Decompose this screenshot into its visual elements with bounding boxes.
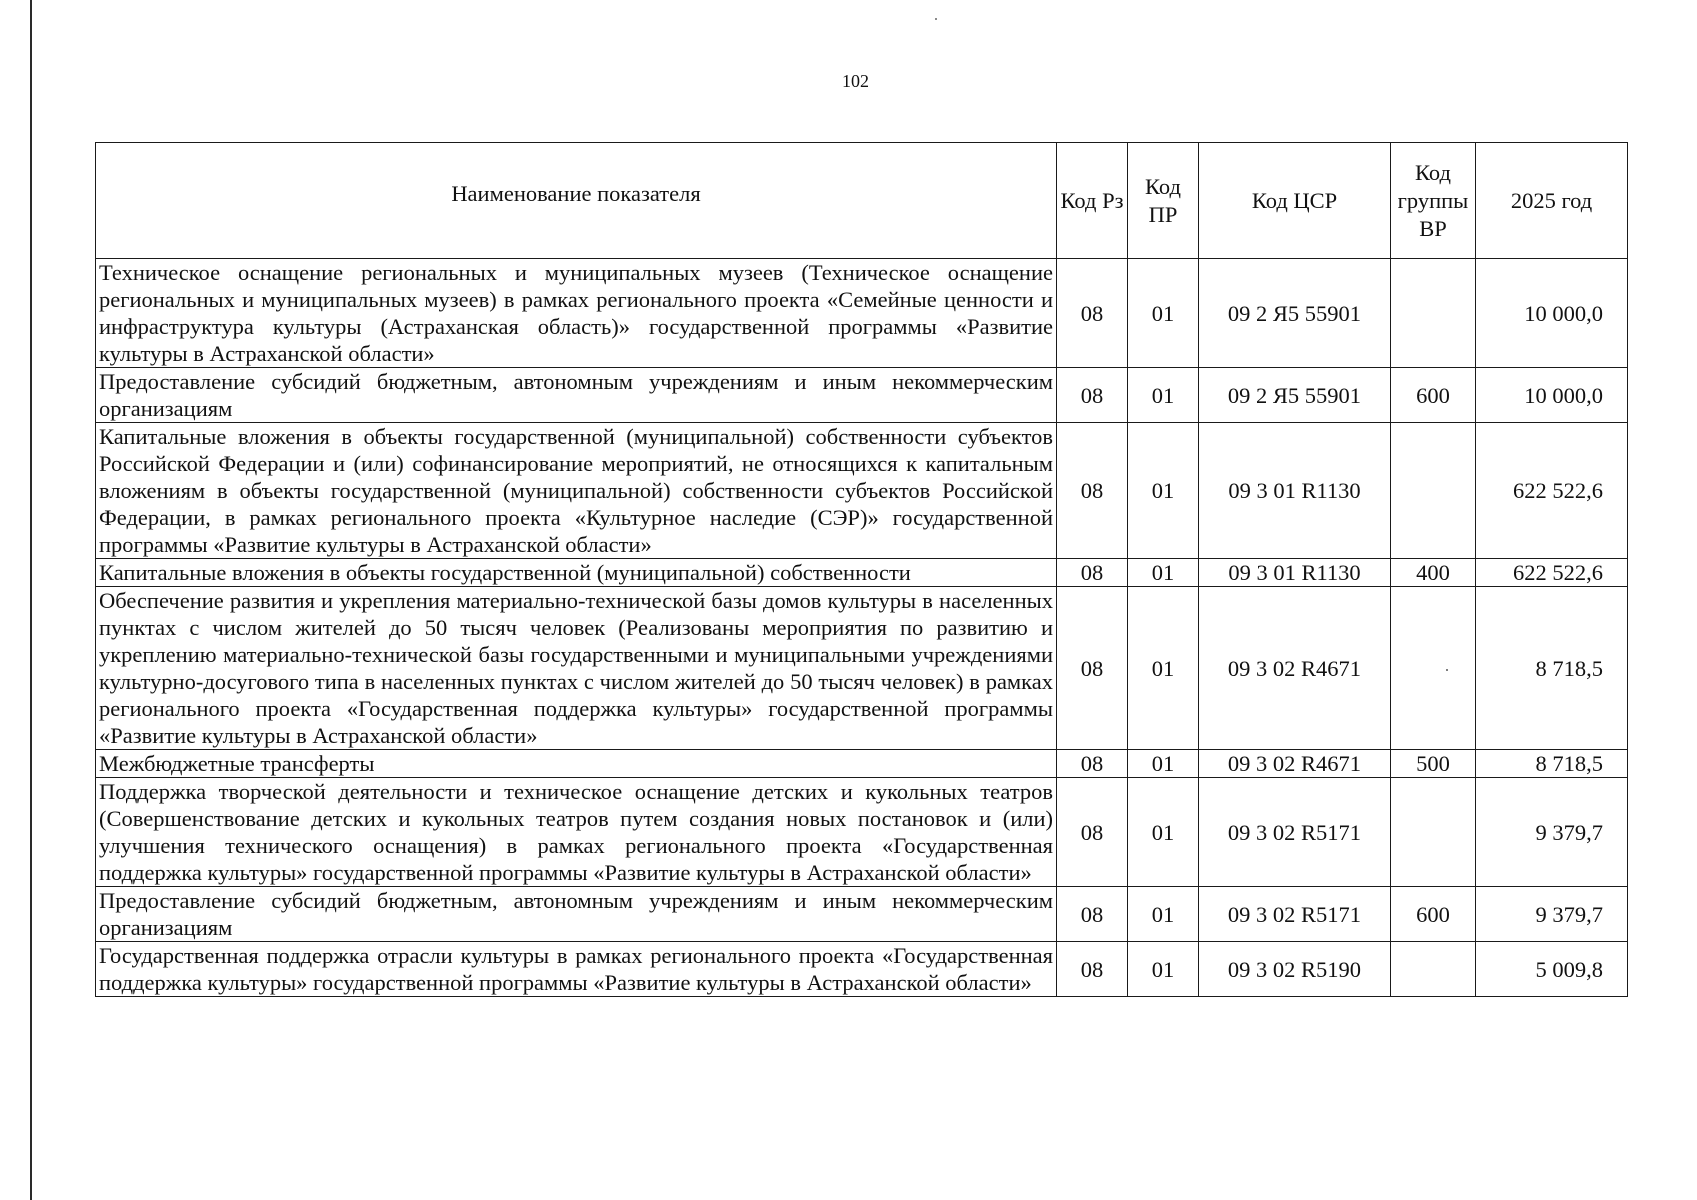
row-csr: 09 2 Я5 55901 — [1199, 259, 1391, 368]
row-pr: 01 — [1128, 368, 1199, 423]
row-amount: 5 009,8 — [1476, 942, 1628, 997]
row-name: Предоставление субсидий бюджетным, автономным учреждениям и иным некоммерческим организациям — [96, 368, 1057, 423]
row-name: Техническое оснащение региональных и муниципальных музеев (Техническое оснащение региональных и муниципальных музеев) в рамках регионального проекта «Семейные ценности и инфраструктура культуры (Астраханская область)» государственной программы «Развитие культуры в Астраханской области» — [96, 259, 1057, 368]
row-pr: 01 — [1128, 587, 1199, 750]
row-vr: 500 — [1391, 750, 1476, 778]
row-pr: 01 — [1128, 559, 1199, 587]
row-rz: 08 — [1057, 750, 1128, 778]
table-row — [96, 942, 1628, 997]
row-amount: 622 522,6 — [1476, 423, 1628, 559]
table-row — [96, 778, 1628, 887]
row-name: Капитальные вложения в объекты государственной (муниципальной) собственности субъектов Российской Федерации и (или) софинансирование мероприятий, не относящихся к капитальным вложениям в объекты государственной (муниципальной) собственности субъектов Российской Федерации, в рамках регионального проекта «Культурное наследие (СЭР)» государственной программы «Развитие культуры в Астраханской области» — [96, 423, 1057, 559]
row-rz: 08 — [1057, 942, 1128, 997]
table-row — [96, 887, 1628, 942]
header-year: 2025 год — [1476, 143, 1628, 259]
row-name: Обеспечение развития и укрепления материально-технической базы домов культуры в населенных пунктах с числом жителей до 50 тысяч человек (Реализованы мероприятия по развитию и укреплению материально-технической базы государственными и муниципальными учреждениями культурно-досугового типа в населенных пунктах с числом жителей до 50 тысяч человек) в рамках регионального проекта «Государственная поддержка культуры» государственной программы «Развитие культуры в Астраханской области» — [96, 587, 1057, 750]
row-csr: 09 3 02 R5171 — [1199, 887, 1391, 942]
row-amount: 8 718,5 — [1476, 750, 1628, 778]
row-rz: 08 — [1057, 368, 1128, 423]
page-number: 102 — [842, 71, 869, 91]
scan-speck — [935, 18, 937, 20]
row-rz: 08 — [1057, 778, 1128, 887]
table-header-row — [96, 143, 1628, 259]
row-vr: 600 — [1391, 368, 1476, 423]
header-rz: Код Рз — [1057, 143, 1128, 259]
row-rz: 08 — [1057, 423, 1128, 559]
row-amount: 9 379,7 — [1476, 778, 1628, 887]
header-vr: Код группы ВР — [1391, 143, 1476, 259]
row-csr: 09 3 01 R1130 — [1199, 423, 1391, 559]
budget-table — [95, 142, 1628, 997]
row-vr: 600 — [1391, 887, 1476, 942]
header-csr: Код ЦСР — [1199, 143, 1391, 259]
table-row — [96, 259, 1628, 368]
row-csr: 09 3 02 R4671 — [1199, 587, 1391, 750]
row-name: Поддержка творческой деятельности и техническое оснащение детских и кукольных театров (Совершенствование детских и кукольных театров путем создания новых постановок и (или) улучшения технического оснащения) в рамках регионального проекта «Государственная поддержка культуры» государственной программы «Развитие культуры в Астраханской области» — [96, 778, 1057, 887]
row-name: Капитальные вложения в объекты государственной (муниципальной) собственности — [96, 559, 1057, 587]
table-row — [96, 423, 1628, 559]
row-vr — [1391, 587, 1476, 750]
row-rz: 08 — [1057, 887, 1128, 942]
table-row — [96, 587, 1628, 750]
row-pr: 01 — [1128, 887, 1199, 942]
row-pr: 01 — [1128, 778, 1199, 887]
scan-dot — [1446, 669, 1448, 671]
row-vr — [1391, 259, 1476, 368]
row-amount: 9 379,7 — [1476, 887, 1628, 942]
table-row — [96, 559, 1628, 587]
row-vr — [1391, 778, 1476, 887]
row-amount: 8 718,5 — [1476, 587, 1628, 750]
row-csr: 09 3 02 R4671 — [1199, 750, 1391, 778]
row-name: Государственная поддержка отрасли культуры в рамках регионального проекта «Государственная поддержка культуры» государственной программы «Развитие культуры в Астраханской области» — [96, 942, 1057, 997]
row-csr: 09 3 01 R1130 — [1199, 559, 1391, 587]
header-pr: Код ПР — [1128, 143, 1199, 259]
row-vr — [1391, 942, 1476, 997]
table-row — [96, 368, 1628, 423]
row-amount: 10 000,0 — [1476, 368, 1628, 423]
row-pr: 01 — [1128, 750, 1199, 778]
row-rz: 08 — [1057, 559, 1128, 587]
row-pr: 01 — [1128, 423, 1199, 559]
row-pr: 01 — [1128, 942, 1199, 997]
row-rz: 08 — [1057, 587, 1128, 750]
row-rz: 08 — [1057, 259, 1128, 368]
row-csr: 09 2 Я5 55901 — [1199, 368, 1391, 423]
row-amount: 622 522,6 — [1476, 559, 1628, 587]
row-csr: 09 3 02 R5190 — [1199, 942, 1391, 997]
header-name: Наименование показателя — [96, 143, 1057, 259]
row-amount: 10 000,0 — [1476, 259, 1628, 368]
row-name: Межбюджетные трансферты — [96, 750, 1057, 778]
row-vr — [1391, 423, 1476, 559]
scan-margin-line — [30, 0, 32, 1200]
row-vr: 400 — [1391, 559, 1476, 587]
row-name: Предоставление субсидий бюджетным, автономным учреждениям и иным некоммерческим организациям — [96, 887, 1057, 942]
row-pr: 01 — [1128, 259, 1199, 368]
table-row — [96, 750, 1628, 778]
row-csr: 09 3 02 R5171 — [1199, 778, 1391, 887]
